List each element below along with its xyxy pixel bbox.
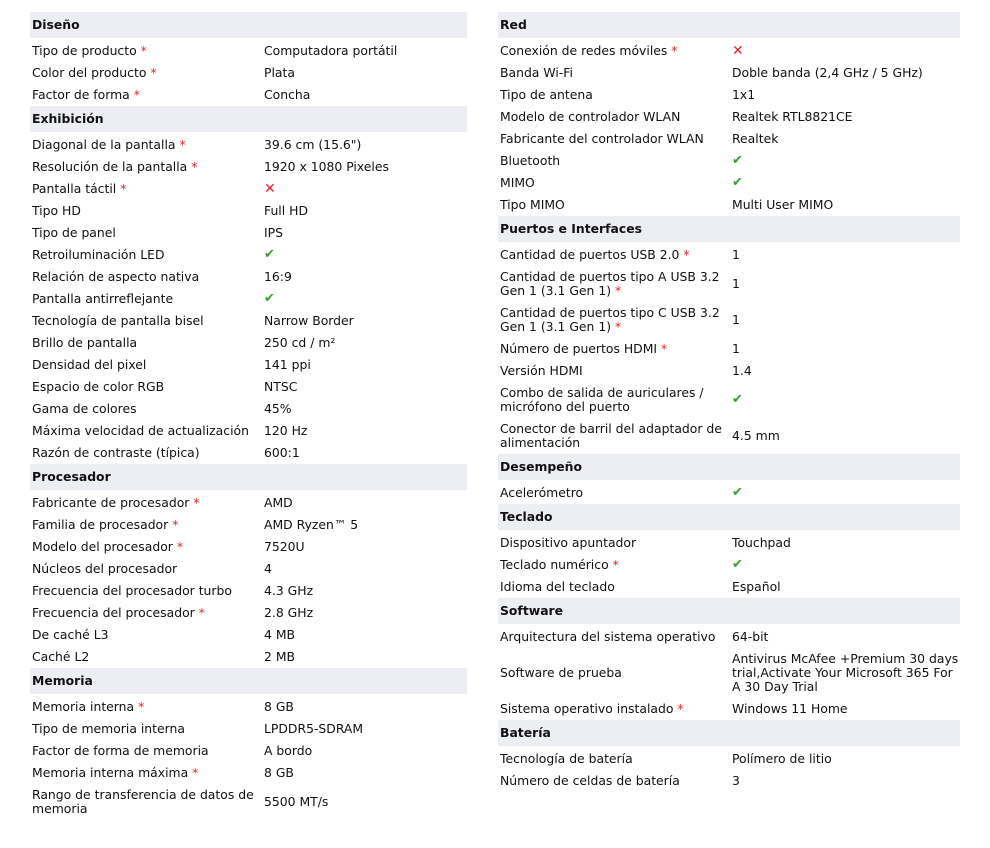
- spec-row: [498, 482, 960, 504]
- spec-row: [30, 332, 467, 354]
- required-asterisk-icon: *: [179, 137, 186, 152]
- spec-value: Concha: [264, 87, 311, 102]
- spec-section-procesador: [30, 464, 467, 668]
- spec-label: [500, 270, 732, 298]
- spec-label-text: Sistema operativo instalado: [500, 701, 674, 716]
- spec-row: [498, 172, 960, 194]
- spec-label-text: Factor de forma de memoria: [32, 743, 209, 758]
- spec-value: A bordo: [264, 743, 313, 758]
- spec-label: [500, 132, 732, 146]
- spec-label-text: Tecnología de batería: [500, 751, 633, 766]
- spec-label-text: Conector de barril del adaptador de alimentación: [500, 421, 722, 450]
- required-asterisk-icon: *: [671, 43, 678, 58]
- spec-value: 4: [264, 561, 272, 576]
- spec-value: 1: [732, 247, 740, 262]
- spec-value: Polímero de litio: [732, 751, 832, 766]
- section-header: Desempeño: [498, 454, 960, 480]
- spec-value: 3: [732, 773, 740, 788]
- spec-label-text: Combo de salida de auriculares / micrófono del puerto: [500, 385, 704, 414]
- spec-row: [30, 536, 467, 558]
- spec-label: [500, 666, 732, 680]
- spec-label-text: Espacio de color RGB: [32, 379, 165, 394]
- spec-row: [30, 696, 467, 718]
- spec-row: [498, 532, 960, 554]
- spec-row: [30, 762, 467, 784]
- spec-value: IPS: [264, 225, 283, 240]
- spec-row: [498, 626, 960, 648]
- spec-label-text: Número de celdas de batería: [500, 773, 680, 788]
- spec-row: [30, 62, 467, 84]
- required-asterisk-icon: *: [176, 539, 184, 554]
- spec-label-text: Modelo del procesador: [32, 539, 173, 554]
- required-asterisk-icon: *: [193, 495, 200, 510]
- spec-label: [32, 44, 264, 58]
- spec-value: Full HD: [264, 203, 308, 218]
- spec-row: [30, 514, 467, 536]
- required-asterisk-icon: *: [172, 517, 179, 532]
- required-asterisk-icon: *: [140, 43, 147, 58]
- spec-value: 2 MB: [264, 649, 296, 664]
- check-icon: ✔: [732, 485, 743, 500]
- spec-label: [32, 446, 264, 460]
- spec-label-text: Máxima velocidad de actualización: [32, 423, 249, 438]
- spec-row: [498, 748, 960, 770]
- spec-row: [30, 558, 467, 580]
- spec-row: [498, 360, 960, 382]
- spec-value: Touchpad: [732, 535, 791, 550]
- spec-label-text: Versión HDMI: [500, 363, 583, 378]
- spec-label: [32, 248, 264, 262]
- spec-label: [32, 358, 264, 372]
- required-asterisk-icon: *: [677, 701, 684, 716]
- spec-row: [498, 150, 960, 172]
- spec-label-text: Teclado numérico: [500, 557, 609, 572]
- spec-section-software: [498, 598, 960, 720]
- spec-value: 1: [732, 312, 740, 327]
- spec-row: [498, 418, 960, 454]
- spec-row: [30, 624, 467, 646]
- spec-value: LPDDR5-SDRAM: [264, 721, 364, 736]
- spec-label-text: Color del producto: [32, 65, 147, 80]
- spec-label-text: Software de prueba: [500, 665, 622, 680]
- spec-label: [32, 226, 264, 240]
- section-header: Red: [498, 12, 960, 38]
- spec-label: [500, 580, 732, 594]
- spec-column-left: [30, 12, 467, 820]
- spec-row: [30, 156, 467, 178]
- check-icon: ✔: [732, 175, 743, 190]
- required-asterisk-icon: *: [615, 319, 622, 334]
- spec-value: Realtek RTL8821CE: [732, 109, 853, 124]
- spec-row: [30, 442, 467, 464]
- spec-label: [32, 744, 264, 758]
- spec-row: [30, 244, 467, 266]
- spec-label-text: Densidad del pixel: [32, 357, 147, 372]
- spec-label: [32, 628, 264, 642]
- spec-value: 8 GB: [264, 699, 294, 714]
- spec-value: Computadora portátil: [264, 43, 398, 58]
- spec-label: [32, 540, 264, 554]
- spec-label: [32, 336, 264, 350]
- spec-label: [500, 702, 732, 716]
- spec-row: [498, 302, 960, 338]
- spec-label: [500, 536, 732, 550]
- spec-row: [498, 382, 960, 418]
- spec-label: [500, 364, 732, 378]
- spec-label-text: Número de puertos HDMI: [500, 341, 658, 356]
- spec-label: [32, 314, 264, 328]
- spec-value: 4.3 GHz: [264, 583, 314, 598]
- spec-label-text: Tipo de antena: [500, 87, 593, 102]
- spec-label: [500, 110, 732, 124]
- spec-value: 1920 x 1080 Pixeles: [264, 159, 389, 174]
- spec-value: 120 Hz: [264, 423, 308, 438]
- spec-label: [32, 182, 264, 196]
- spec-label-text: Tecnología de pantalla bisel: [32, 313, 204, 328]
- spec-label-text: Pantalla táctil: [32, 181, 117, 196]
- spec-label-text: Brillo de pantalla: [32, 335, 138, 350]
- spec-label-text: Retroiluminación LED: [32, 247, 165, 262]
- spec-label-text: Pantalla antirreflejante: [32, 291, 174, 306]
- spec-value: 5500 MT/s: [264, 794, 329, 809]
- spec-row: [30, 580, 467, 602]
- spec-label-text: Frecuencia del procesador turbo: [32, 583, 232, 598]
- spec-section-desempeno: [498, 454, 960, 504]
- spec-label: [32, 584, 264, 598]
- spec-row: [498, 698, 960, 720]
- spec-row: [30, 784, 467, 820]
- spec-label: [500, 342, 732, 356]
- spec-label: [500, 558, 732, 572]
- spec-label-text: Tipo MIMO: [500, 197, 565, 212]
- spec-row: [30, 84, 467, 106]
- spec-label-text: Factor de forma: [32, 87, 130, 102]
- spec-row: [30, 398, 467, 420]
- spec-value: NTSC: [264, 379, 298, 394]
- spec-label: [500, 486, 732, 500]
- spec-value: 1.4: [732, 363, 752, 378]
- spec-label: [32, 606, 264, 620]
- spec-value: Multi User MIMO: [732, 197, 834, 212]
- spec-value: Español: [732, 579, 781, 594]
- spec-row: [498, 648, 960, 698]
- spec-value: 141 ppi: [264, 357, 311, 372]
- spec-row: [498, 244, 960, 266]
- required-asterisk-icon: *: [683, 247, 690, 262]
- spec-value: Doble banda (2,4 GHz / 5 GHz): [732, 65, 923, 80]
- spec-label-text: Tipo de producto: [32, 43, 137, 58]
- spec-label: [32, 380, 264, 394]
- check-icon: ✔: [732, 392, 743, 407]
- spec-label: [500, 154, 732, 168]
- spec-value: 7520U: [264, 539, 305, 554]
- spec-row: [498, 576, 960, 598]
- section-header: Diseño: [30, 12, 467, 38]
- required-asterisk-icon: *: [661, 341, 668, 356]
- spec-value: 4 MB: [264, 627, 296, 642]
- required-asterisk-icon: *: [191, 159, 198, 174]
- spec-row: [30, 266, 467, 288]
- spec-label-text: Tipo de memoria interna: [32, 721, 185, 736]
- spec-label: [32, 766, 264, 780]
- spec-label-text: Tipo HD: [32, 203, 81, 218]
- spec-label: [32, 518, 264, 532]
- spec-label-text: Cantidad de puertos tipo A USB 3.2 Gen 1 (3.1 Gen 1): [500, 269, 720, 298]
- spec-row: [498, 40, 960, 62]
- spec-row: [30, 288, 467, 310]
- spec-label-text: Arquitectura del sistema operativo: [500, 629, 716, 644]
- spec-label: [32, 562, 264, 576]
- spec-label-text: Cantidad de puertos USB 2.0: [500, 247, 680, 262]
- spec-value: 39.6 cm (15.6"): [264, 137, 362, 152]
- spec-row: [30, 310, 467, 332]
- spec-label: [32, 292, 264, 306]
- spec-label: [32, 700, 264, 714]
- spec-value: AMD: [264, 495, 293, 510]
- spec-row: [30, 646, 467, 668]
- spec-value: 64-bit: [732, 629, 769, 644]
- spec-label: [500, 248, 732, 262]
- spec-label-text: Idioma del teclado: [500, 579, 615, 594]
- required-asterisk-icon: *: [133, 87, 140, 102]
- spec-label-text: Relación de aspecto nativa: [32, 269, 200, 284]
- spec-label: [32, 88, 264, 102]
- spec-label: [32, 160, 264, 174]
- spec-column-right: [498, 12, 960, 820]
- spec-label-text: Núcleos del procesador: [32, 561, 178, 576]
- required-asterisk-icon: *: [615, 283, 622, 298]
- spec-label-text: Caché L2: [32, 649, 90, 664]
- spec-value: Windows 11 Home: [732, 701, 848, 716]
- spec-label-text: Fabricante de procesador: [32, 495, 190, 510]
- spec-label-text: Bluetooth: [500, 153, 561, 168]
- spec-label-text: Rango de transferencia de datos de memoria: [32, 787, 254, 816]
- spec-label: [500, 176, 732, 190]
- check-icon: ✔: [264, 247, 275, 262]
- spec-label-text: Conexión de redes móviles: [500, 43, 668, 58]
- spec-row: [30, 222, 467, 244]
- spec-label-text: Modelo de controlador WLAN: [500, 109, 681, 124]
- spec-label-text: Fabricante del controlador WLAN: [500, 131, 704, 146]
- required-asterisk-icon: *: [612, 557, 619, 572]
- spec-section-bateria: [498, 720, 960, 792]
- spec-row: [30, 420, 467, 442]
- spec-label-text: Acelerómetro: [500, 485, 584, 500]
- spec-value: 1: [732, 341, 740, 356]
- spec-section-puertos-e-interfaces: [498, 216, 960, 454]
- spec-row: [30, 376, 467, 398]
- spec-label: [500, 44, 732, 58]
- spec-label-text: Frecuencia del procesador: [32, 605, 195, 620]
- spec-value: 45%: [264, 401, 292, 416]
- spec-label: [32, 270, 264, 284]
- spec-label-text: De caché L3: [32, 627, 109, 642]
- spec-label: [32, 788, 264, 816]
- spec-label: [500, 630, 732, 644]
- section-header: Memoria: [30, 668, 467, 694]
- spec-label: [500, 88, 732, 102]
- spec-row: [498, 554, 960, 576]
- spec-row: [498, 266, 960, 302]
- cross-icon: ✕: [732, 43, 744, 59]
- spec-label-text: Banda Wi-Fi: [500, 65, 573, 80]
- spec-label-text: Memoria interna máxima: [32, 765, 189, 780]
- spec-row: [30, 602, 467, 624]
- spec-value: 600:1: [264, 445, 300, 460]
- section-header: Puertos e Interfaces: [498, 216, 960, 242]
- section-header: Teclado: [498, 504, 960, 530]
- spec-section-diseno: [30, 12, 467, 106]
- spec-label: [32, 496, 264, 510]
- spec-row: [498, 194, 960, 216]
- spec-label: [32, 424, 264, 438]
- required-asterisk-icon: *: [192, 765, 199, 780]
- spec-row: [498, 62, 960, 84]
- spec-row: [30, 354, 467, 376]
- spec-section-exhibicion: [30, 106, 467, 464]
- spec-row: [498, 338, 960, 360]
- spec-label: [500, 386, 732, 414]
- spec-row: [30, 200, 467, 222]
- section-header: Software: [498, 598, 960, 624]
- check-icon: ✔: [732, 153, 743, 168]
- spec-row: [30, 134, 467, 156]
- spec-label: [500, 774, 732, 788]
- spec-label-text: Familia de procesador: [32, 517, 169, 532]
- spec-row: [498, 770, 960, 792]
- spec-label: [32, 402, 264, 416]
- spec-row: [30, 178, 467, 200]
- spec-value: AMD Ryzen™ 5: [264, 517, 359, 532]
- spec-row: [30, 40, 467, 62]
- spec-value: Antivirus McAfee +Premium 30 days trial,Activate Your Microsoft 365 For A 30 Day Trial: [732, 651, 959, 694]
- spec-label: [500, 66, 732, 80]
- spec-row: [498, 84, 960, 106]
- check-icon: ✔: [264, 291, 275, 306]
- spec-value: Plata: [264, 65, 295, 80]
- section-header: Batería: [498, 720, 960, 746]
- spec-label-text: MIMO: [500, 175, 535, 190]
- spec-label-text: Memoria interna: [32, 699, 135, 714]
- spec-value: 16:9: [264, 269, 292, 284]
- spec-label-text: Cantidad de puertos tipo C USB 3.2 Gen 1 (3.1 Gen 1): [500, 305, 720, 334]
- required-asterisk-icon: *: [150, 65, 157, 80]
- spec-label-text: Gama de colores: [32, 401, 137, 416]
- spec-value: 8 GB: [264, 765, 294, 780]
- spec-label: [32, 722, 264, 736]
- required-asterisk-icon: *: [138, 699, 145, 714]
- spec-row: [498, 128, 960, 150]
- required-asterisk-icon: *: [120, 181, 127, 196]
- check-icon: ✔: [732, 557, 743, 572]
- spec-value: 1: [732, 276, 740, 291]
- spec-row: [30, 492, 467, 514]
- spec-row: [30, 740, 467, 762]
- spec-section-teclado: [498, 504, 960, 598]
- spec-label-text: Resolución de la pantalla: [32, 159, 188, 174]
- spec-row: [498, 106, 960, 128]
- spec-section-memoria: [30, 668, 467, 820]
- spec-label: [500, 198, 732, 212]
- spec-label: [500, 422, 732, 450]
- section-header: Exhibición: [30, 106, 467, 132]
- spec-value: 4.5 mm: [732, 428, 780, 443]
- required-asterisk-icon: *: [198, 605, 205, 620]
- spec-row: [30, 718, 467, 740]
- spec-label: [32, 138, 264, 152]
- spec-label-text: Tipo de panel: [32, 225, 116, 240]
- spec-label-text: Diagonal de la pantalla: [32, 137, 176, 152]
- spec-section-red: [498, 12, 960, 216]
- spec-value: 250 cd / m²: [264, 335, 336, 350]
- spec-value: Narrow Border: [264, 313, 354, 328]
- spec-label-text: Dispositivo apuntador: [500, 535, 637, 550]
- section-header: Procesador: [30, 464, 467, 490]
- spec-value: Realtek: [732, 131, 779, 146]
- spec-label: [32, 204, 264, 218]
- spec-label: [32, 650, 264, 664]
- spec-label: [32, 66, 264, 80]
- spec-label-text: Razón de contraste (típica): [32, 445, 200, 460]
- spec-label: [500, 752, 732, 766]
- cross-icon: ✕: [264, 181, 276, 197]
- spec-label: [500, 306, 732, 334]
- spec-value: 1x1: [732, 87, 756, 102]
- spec-value: 2.8 GHz: [264, 605, 314, 620]
